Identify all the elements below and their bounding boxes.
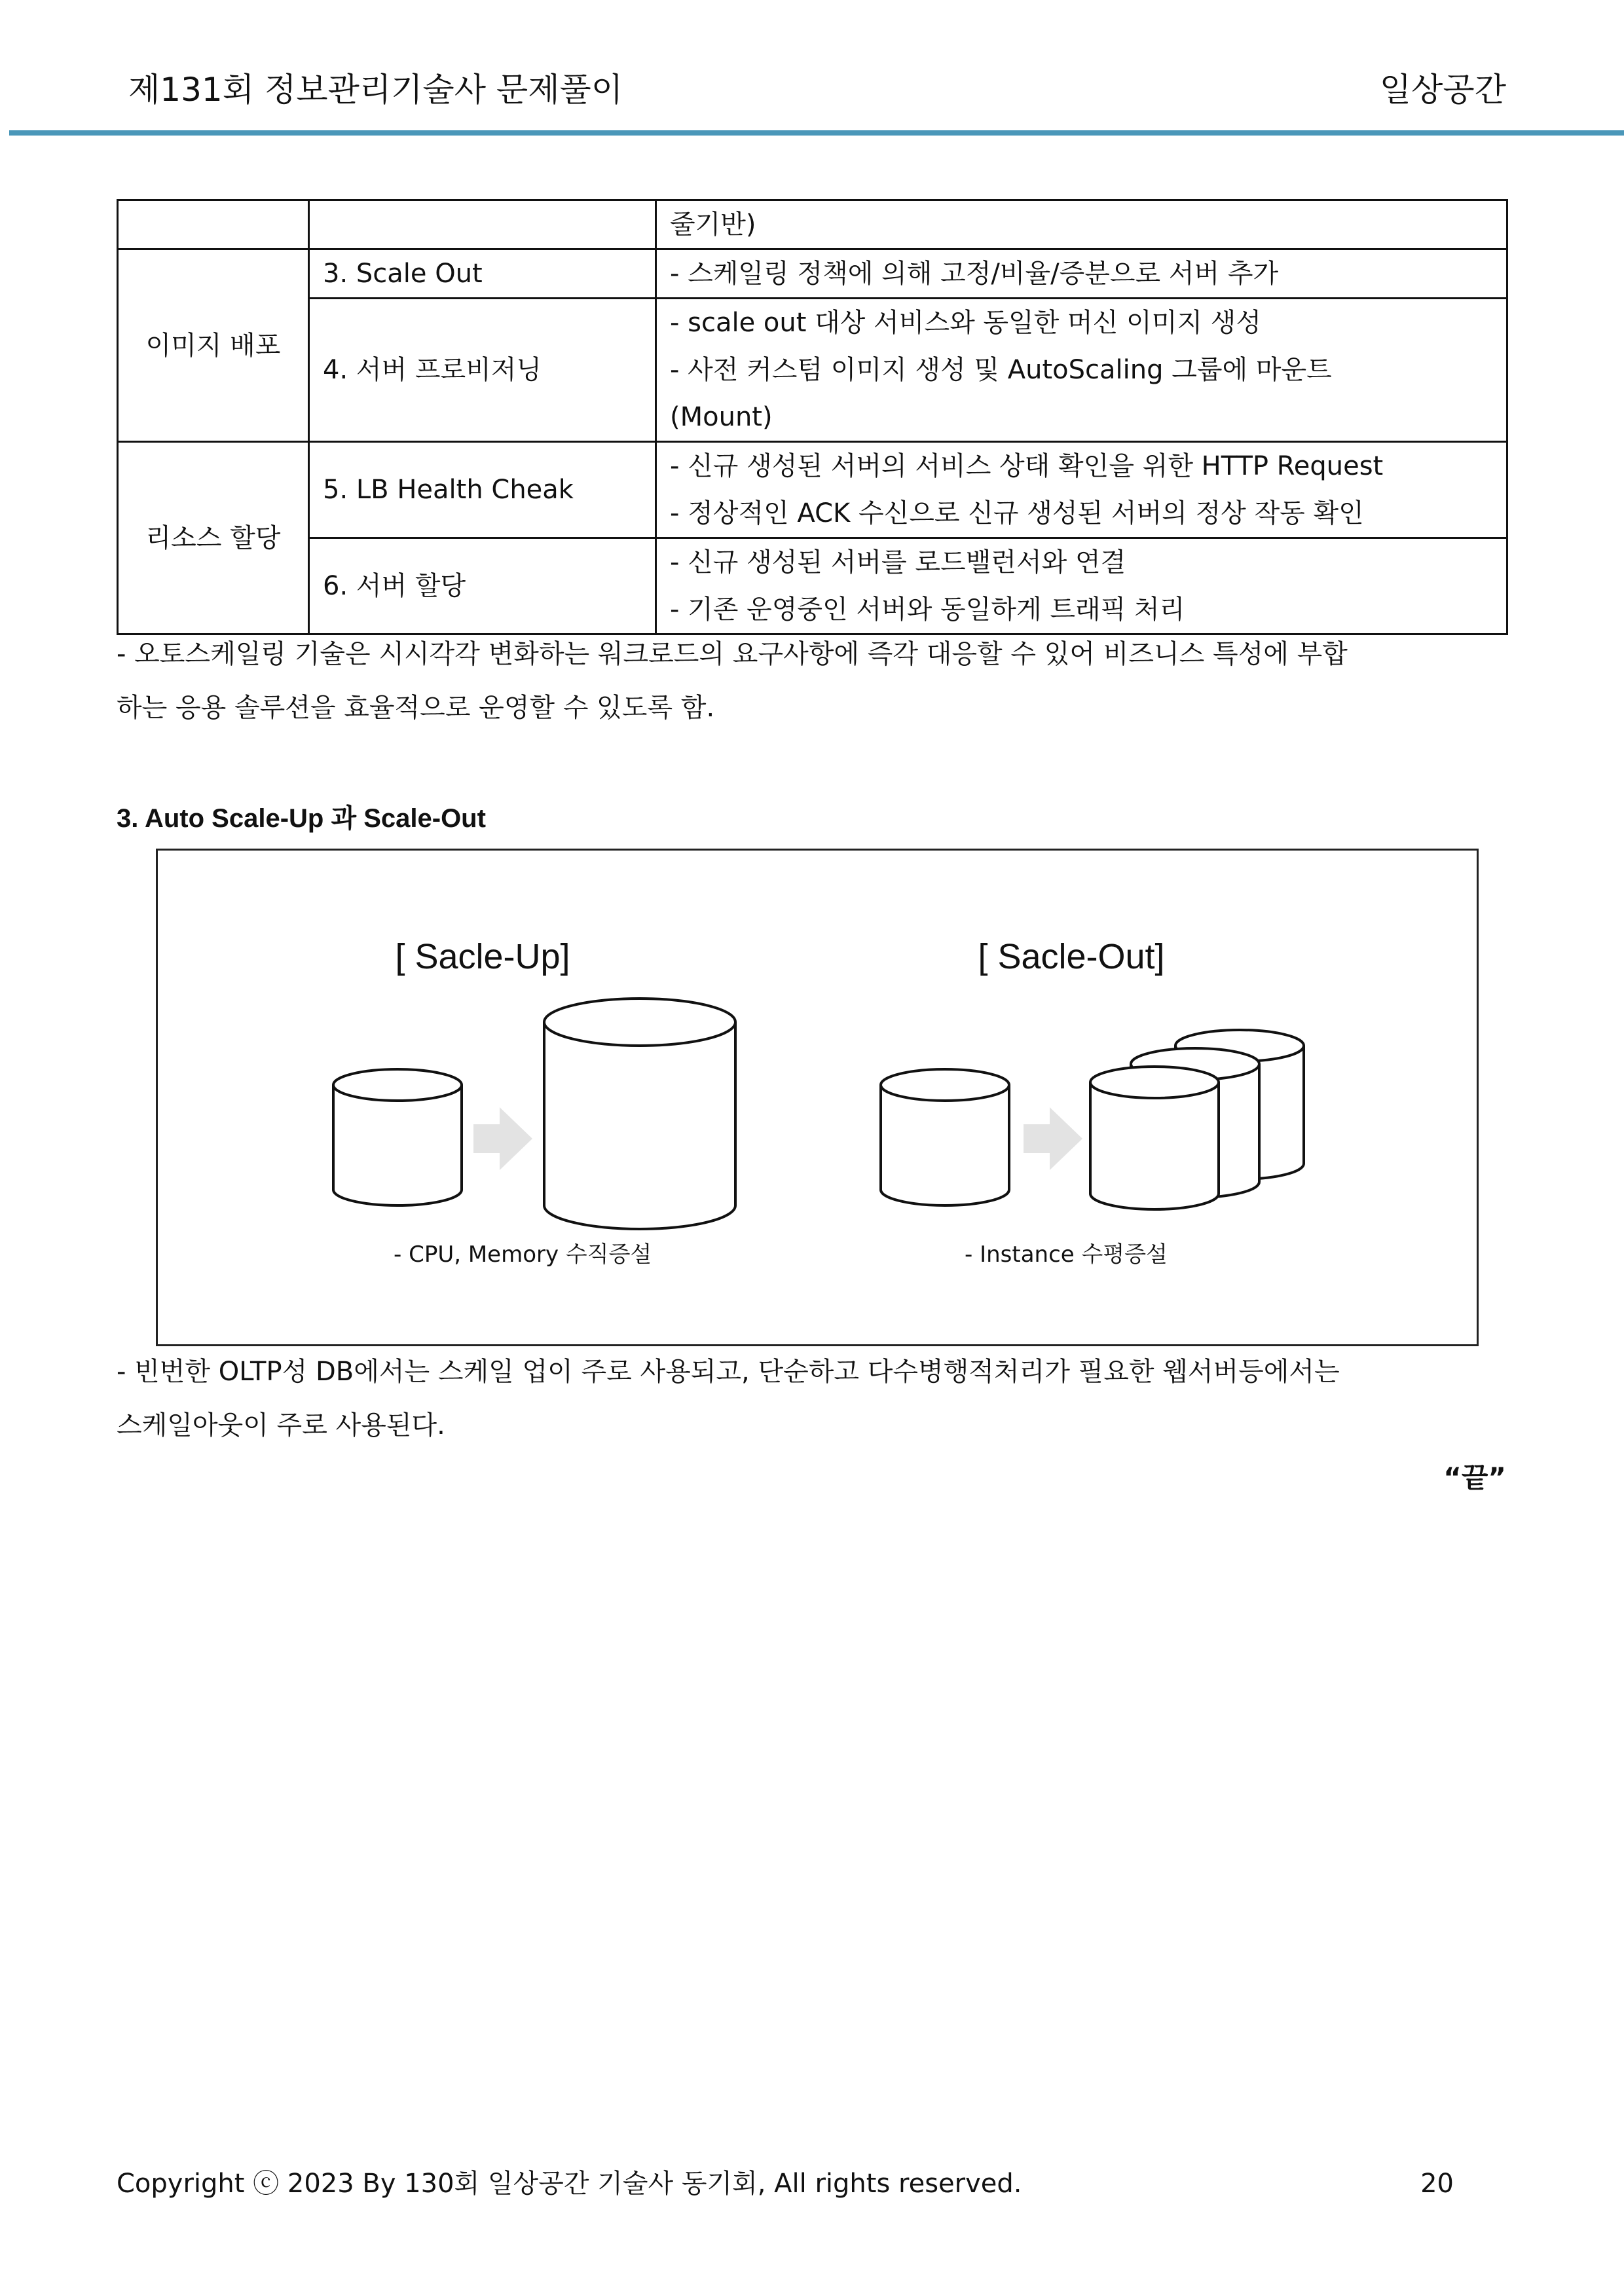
table-cell-item: 6. 서버 할당 xyxy=(309,538,656,634)
table-cell-desc: 줄기반) xyxy=(656,200,1507,249)
table-row xyxy=(118,299,1507,442)
footer-copyright: Copyright ⓒ 2023 By 130회 일상공간 기술사 동기회, All rights reserved. xyxy=(117,2169,1022,2199)
table-cell-desc: - 신규 생성된 서버를 로드밸런서와 연결 - 기존 운영중인 서버와 동일하게 트래픽 처리 xyxy=(656,538,1507,634)
table-cell-desc: - 신규 생성된 서버의 서비스 상태 확인을 위한 HTTP Request - 정상적인 ACK 수신으로 신규 생성된 서버의 정상 작동 확인 xyxy=(656,442,1507,538)
table-row xyxy=(118,538,1507,634)
table-cell-empty xyxy=(118,200,309,249)
header-rule xyxy=(9,130,1624,136)
table-cell-item: 4. 서버 프로비저닝 xyxy=(309,299,656,442)
table-cell-desc: - scale out 대상 서비스와 동일한 머신 이미지 생성 - 사전 커스텀 이미지 생성 및 AutoScaling 그룹에 마운트 (Mount) xyxy=(656,299,1507,442)
section-title: 3. Auto Scale-Up 과 Scale-Out xyxy=(117,804,486,833)
scale-up-arrow-icon xyxy=(473,1107,532,1170)
large-cylinder-icon xyxy=(544,999,735,1229)
scale-out-arrow-icon xyxy=(1024,1107,1082,1170)
paragraph-autoscaling-summary: - 오토스케일링 기술은 시시각각 변화하는 워크로드의 요구사항에 즉각 대응할 수 있어 비즈니스 특성에 부합 하는 응용 솔루션을 효율적으로 운영할 수 있도록 함. xyxy=(117,639,1348,723)
header-brand: 일상공간 xyxy=(1379,71,1506,109)
stacked-cylinder-front-icon xyxy=(1090,1067,1219,1209)
single-cylinder-icon xyxy=(881,1069,1009,1205)
table-row xyxy=(118,249,1507,299)
category-resource-alloc: 리소스 할당 xyxy=(118,442,309,634)
scale-diagram xyxy=(158,851,1481,1348)
table-cell-desc: - 스케일링 정책에 의해 고정/비율/증분으로 서버 추가 xyxy=(656,249,1507,299)
category-image-deploy: 이미지 배포 xyxy=(118,249,309,442)
small-cylinder-icon xyxy=(333,1069,462,1205)
scale-out-title: [ Sacle-Out] xyxy=(978,937,1165,976)
table-row xyxy=(118,200,1507,249)
end-mark: “끝” xyxy=(1443,1461,1506,1494)
scale-up-caption: - CPU, Memory 수직증설 xyxy=(394,1241,652,1268)
table-cell-item: 3. Scale Out xyxy=(309,249,656,299)
scale-up-title: [ Sacle-Up] xyxy=(395,937,570,976)
table-cell-item: 5. LB Health Cheak xyxy=(309,442,656,538)
paragraph-scale-usage: - 빈번한 OLTP성 DB에서는 스케일 업이 주로 사용되고, 단순하고 다수병행적처리가 필요한 웹서버등에서는 스케일아웃이 주로 사용된다. xyxy=(117,1357,1340,1441)
scale-figure xyxy=(156,849,1479,1346)
table-row xyxy=(118,442,1507,538)
table-cell-empty xyxy=(309,200,656,249)
autoscaling-process-table xyxy=(117,199,1508,635)
scale-out-caption: - Instance 수평증설 xyxy=(965,1241,1168,1268)
page-number: 20 xyxy=(1420,2169,1454,2199)
header-title: 제131회 정보관리기술사 문제풀이 xyxy=(128,71,623,109)
